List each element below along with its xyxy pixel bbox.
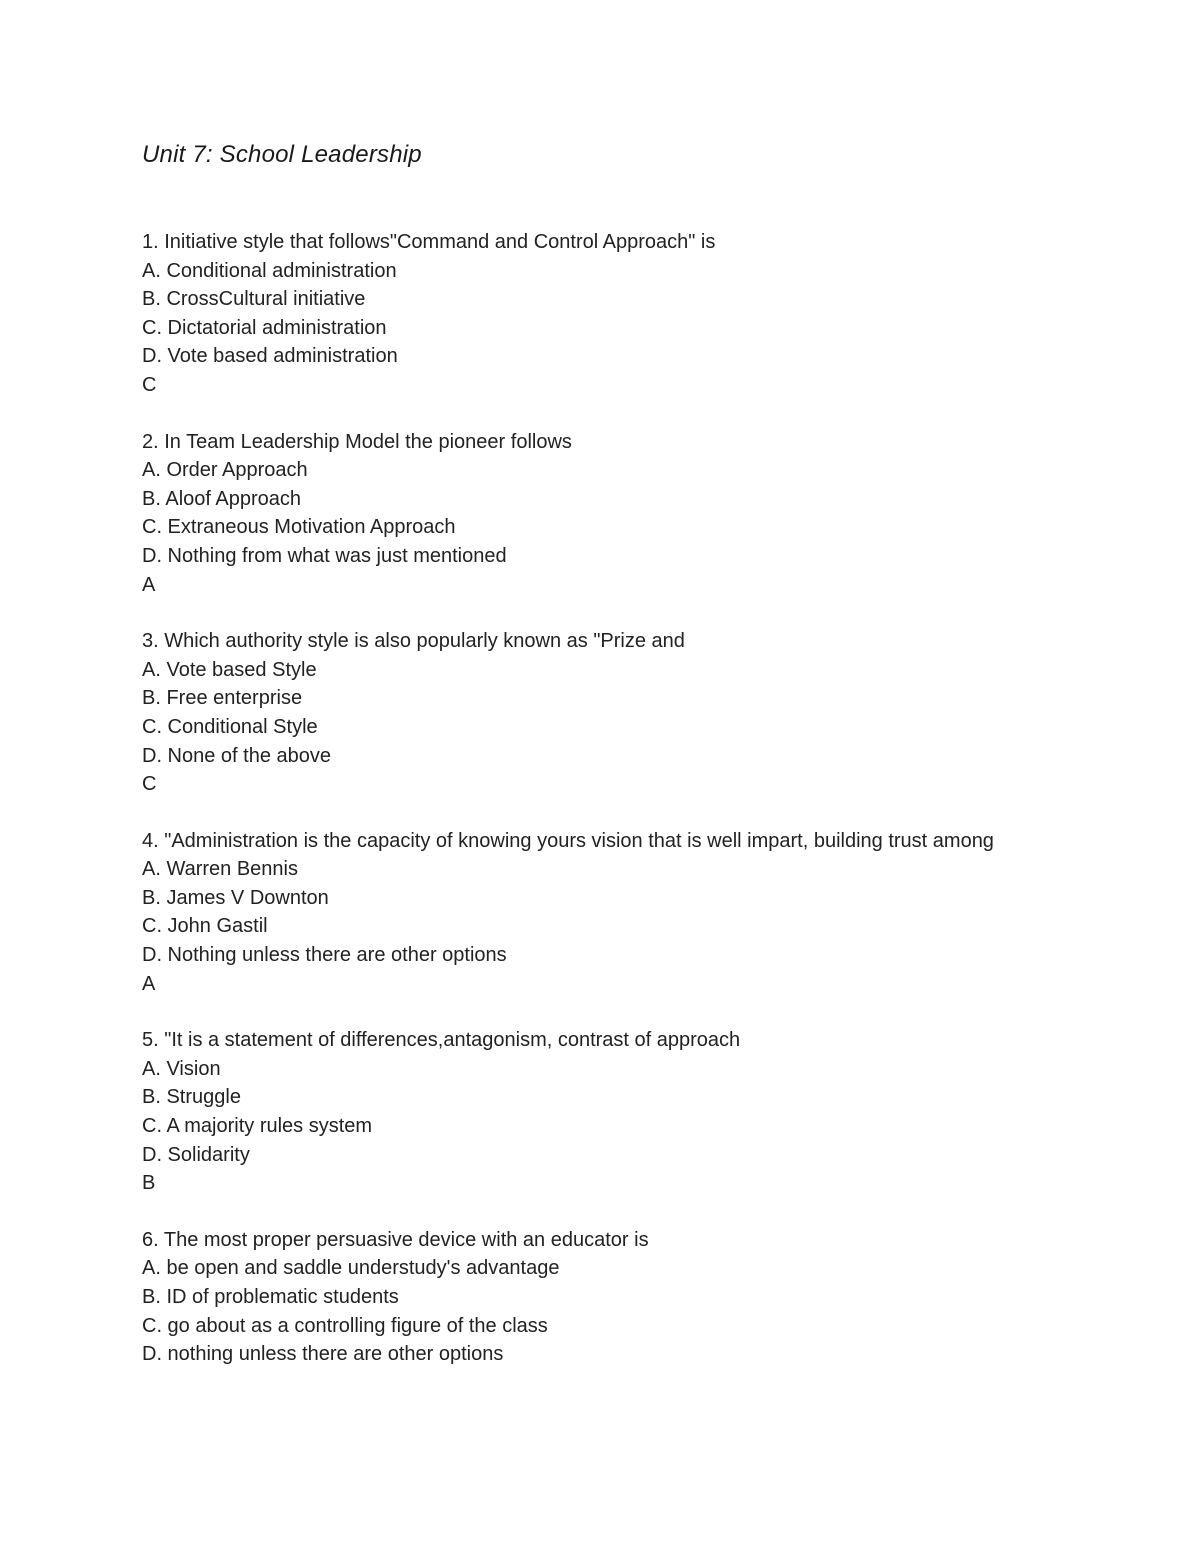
option-a: A. Vision <box>142 1057 221 1080</box>
question-4 <box>142 827 1042 999</box>
question-3 <box>142 627 1042 799</box>
option-b: B. Free enterprise <box>142 687 303 710</box>
answer: B <box>142 1172 156 1195</box>
option-c: C. go about as a controlling figure of the class <box>142 1314 548 1337</box>
option-b: B. James V Downton <box>142 886 329 909</box>
answer: A <box>142 972 156 995</box>
option-d: D. Vote based administration <box>142 345 398 368</box>
option-b: B. Aloof Approach <box>142 487 302 510</box>
option-b: B. ID of problematic students <box>142 1286 399 1308</box>
option-c: C. Extraneous Motivation Approach <box>142 516 456 539</box>
question-6 <box>142 1226 1042 1369</box>
option-d: D. nothing unless there are other options <box>142 1343 504 1366</box>
question-stem: 3. Which authority style is also popularly known as "Prize and <box>142 630 685 653</box>
document-page <box>142 138 1042 1397</box>
answer: A <box>142 573 156 596</box>
option-c: C. Dictatorial administration <box>142 316 387 339</box>
question-stem: 5. "It is a statement of differences,antagonism, contrast of approach <box>142 1029 741 1052</box>
question-stem: 6. The most proper persuasive device with an educator is <box>142 1228 649 1251</box>
option-a: A. be open and saddle understudy's advantage <box>142 1257 560 1280</box>
question-stem: 2. In Team Leadership Model the pioneer follows <box>142 430 572 453</box>
option-c: C. A majority rules system <box>142 1115 373 1138</box>
option-a: A. Conditional administration <box>142 259 397 282</box>
question-5 <box>142 1026 1042 1198</box>
option-d: D. None of the above <box>142 744 332 767</box>
question-stem: 1. Initiative style that follows"Command and Control Approach" is <box>142 231 716 253</box>
option-a: A. Warren Bennis <box>142 858 298 881</box>
option-a: A. Order Approach <box>142 459 308 482</box>
option-c: C. Conditional Style <box>142 715 318 738</box>
option-d: D. Nothing unless there are other options <box>142 944 507 967</box>
answer: C <box>142 373 157 396</box>
option-a: A. Vote based Style <box>142 658 317 681</box>
option-b: B. Struggle <box>142 1086 241 1109</box>
option-b: B. CrossCultural initiative <box>142 288 366 311</box>
page-title: Unit 7: School Leadership <box>142 141 422 168</box>
answer: C <box>142 773 157 796</box>
question-stem: 4. "Administration is the capacity of knowing yours vision that is well impart, building trust among <box>142 829 994 852</box>
question-2 <box>142 428 1042 600</box>
option-c: C. John Gastil <box>142 915 268 938</box>
option-d: D. Solidarity <box>142 1143 250 1166</box>
option-d: D. Nothing from what was just mentioned <box>142 544 507 567</box>
question-1 <box>142 228 1042 400</box>
